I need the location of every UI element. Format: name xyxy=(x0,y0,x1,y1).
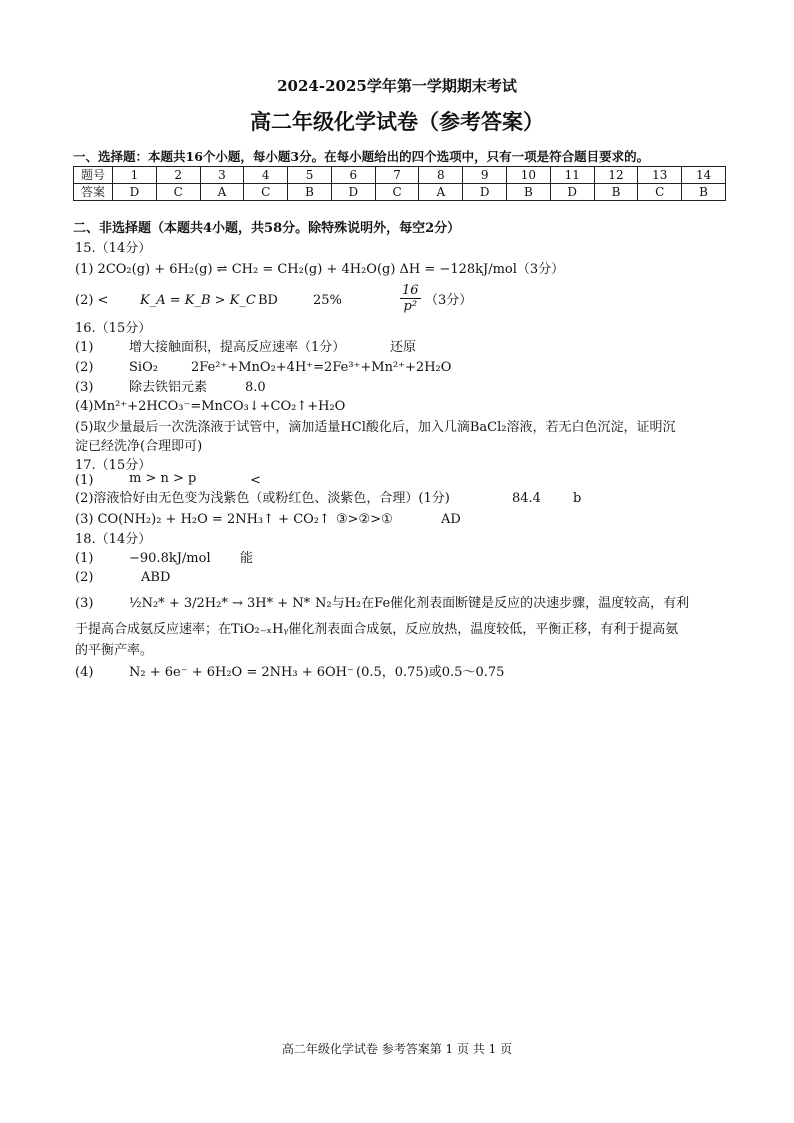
answer-cell: A xyxy=(200,184,244,201)
answer-cell: D xyxy=(113,184,157,201)
question-number: 14 xyxy=(682,167,726,184)
q15-title: 15.（14分） xyxy=(75,241,152,256)
answer-table-number-row xyxy=(74,167,726,184)
question-number: 9 xyxy=(463,167,507,184)
q18-line3-text-b: 于提高合成氨反应速率；在TiO₂₋ₓHᵧ催化剂表面合成氨，反应放热，温度较低，平衡正移，有利于提高氨 xyxy=(75,622,679,637)
q16-line3-label: (3) xyxy=(75,380,94,395)
answer-table-answer-row xyxy=(74,184,726,201)
q16-line3-value: 8.0 xyxy=(245,380,266,395)
q18-line1-label: (1) xyxy=(75,551,94,566)
question-number: 4 xyxy=(244,167,288,184)
answer-cell: C xyxy=(638,184,682,201)
answer-table xyxy=(73,166,726,201)
answer-cell: D xyxy=(331,184,375,201)
page-footer: 高二年级化学试卷 参考答案第 1 页 共 1 页 xyxy=(281,1042,513,1056)
q16-line1-label: (1) xyxy=(75,340,94,355)
q17-line1-text: m > n > p xyxy=(129,471,197,486)
q18-line3-text-a: N₂与H₂在Fe催化剂表面断键是反应的决速步骤，温度较高，有利 xyxy=(315,596,690,611)
answer-cell: A xyxy=(419,184,463,201)
q18-line1-value: −90.8kJ/mol xyxy=(129,551,211,566)
q18-line2-label: (2) xyxy=(75,570,94,585)
question-number: 8 xyxy=(419,167,463,184)
question-number: 5 xyxy=(288,167,332,184)
q18-line3-equation: ½N₂* + 3/2H₂* → 3H* + N* xyxy=(129,596,311,611)
q18-line4-equation: N₂ + 6e⁻ + 6H₂O = 2NH₃ + 6OH⁻ xyxy=(129,665,354,680)
q16-line2-text: SiO₂ xyxy=(129,360,158,375)
q18-line4-label: (4) xyxy=(75,665,94,680)
q16-line3-text: 除去铁铝元素 xyxy=(129,380,208,395)
q15-line2-part4: 25% xyxy=(313,293,342,308)
q16-line1-answer: 还原 xyxy=(390,340,417,355)
question-number: 2 xyxy=(156,167,200,184)
row-label-answer: 答案 xyxy=(74,184,113,201)
question-number: 6 xyxy=(331,167,375,184)
section2-heading: 二、非选择题（本题共4小题，共58分。除特殊说明外，每空2分） xyxy=(73,221,461,236)
answer-cell: C xyxy=(244,184,288,201)
question-number: 7 xyxy=(375,167,419,184)
q17-line3-equation: (3) CO(NH₂)₂ + H₂O = 2NH₃↑ + CO₂↑ xyxy=(75,512,330,527)
q16-line5b: 淀已经洗净(合理即可) xyxy=(75,439,203,454)
answer-cell: D xyxy=(463,184,507,201)
q16-line2-equation: 2Fe²⁺+MnO₂+4H⁺=2Fe³⁺+Mn²⁺+2H₂O xyxy=(191,360,452,375)
question-number: 3 xyxy=(200,167,244,184)
q15-line2-part2: K_A = K_B > K_C xyxy=(140,293,256,308)
fraction-numerator: 16 xyxy=(402,283,419,298)
answer-cell: B xyxy=(288,184,332,201)
q16-line1-text: 增大接触面积，提高反应速率（1分） xyxy=(129,340,346,355)
q16-line4: (4)Mn²⁺+2HCO₃⁻=MnCO₃↓+CO₂↑+H₂O xyxy=(75,399,346,414)
question-number: 11 xyxy=(550,167,594,184)
q17-line2-text: (2)溶液恰好由无色变为浅紫色（或粉红色、淡紫色，合理）(1分) xyxy=(75,491,450,506)
section1-heading: 一、选择题：本题共16个小题，每小题3分。在每小题给出的四个选项中，只有一项是符合题目要求的。 xyxy=(73,149,650,164)
row-label-number: 题号 xyxy=(74,167,113,184)
answer-cell: C xyxy=(156,184,200,201)
fraction-denominator: p² xyxy=(403,299,418,314)
q15-line2-part3: BD xyxy=(258,293,278,308)
question-number: 10 xyxy=(507,167,551,184)
q16-title: 16.（15分） xyxy=(75,321,152,336)
q18-line3-label: (3) xyxy=(75,596,94,611)
q17-line2-answer: b xyxy=(573,491,582,506)
q17-line3-answer: AD xyxy=(441,512,461,527)
q18-title: 18.（14分） xyxy=(75,532,152,547)
q17-title: 17.（15分） xyxy=(75,458,152,473)
q17-line3-order: ③>②>① xyxy=(336,512,393,527)
answer-cell: C xyxy=(375,184,419,201)
answer-cell: B xyxy=(594,184,638,201)
q17-line1-label: (1) xyxy=(75,473,94,488)
q18-line1-answer: 能 xyxy=(240,551,254,566)
year-title: 2024-2025学年第一学期期末考试 xyxy=(277,77,517,95)
answer-cell: B xyxy=(507,184,551,201)
q17-line2-value: 84.4 xyxy=(512,491,541,506)
q15-line1: (1) 2CO₂(g) + 6H₂(g) ⇌ CH₂ = CH₂(g) + 4H₂O(g) ΔH = −128kJ/mol（3分） xyxy=(75,262,565,277)
q18-line4-answer: (0.5，0.75)或0.5～0.75 xyxy=(356,665,505,680)
q18-line2-answer: ABD xyxy=(141,570,171,585)
page-title: 高二年级化学试卷（参考答案） xyxy=(250,109,544,134)
q16-line5a: (5)取少量最后一次洗涤液于试管中，滴加适量HCl酸化后，加入几滴BaCl₂溶液，若无白色沉淀，证明沉 xyxy=(75,420,676,435)
question-number: 1 xyxy=(113,167,157,184)
q16-line2-label: (2) xyxy=(75,360,94,375)
question-number: 12 xyxy=(594,167,638,184)
answer-cell: D xyxy=(550,184,594,201)
q18-line3-text-c: 的平衡产率。 xyxy=(75,643,154,658)
q17-line1-answer: < xyxy=(250,473,261,488)
q15-fraction xyxy=(400,283,421,314)
q15-line2-part1: (2) < xyxy=(75,293,109,308)
answer-cell: B xyxy=(682,184,726,201)
q15-line2-part5: （3分） xyxy=(425,293,473,308)
question-number: 13 xyxy=(638,167,682,184)
